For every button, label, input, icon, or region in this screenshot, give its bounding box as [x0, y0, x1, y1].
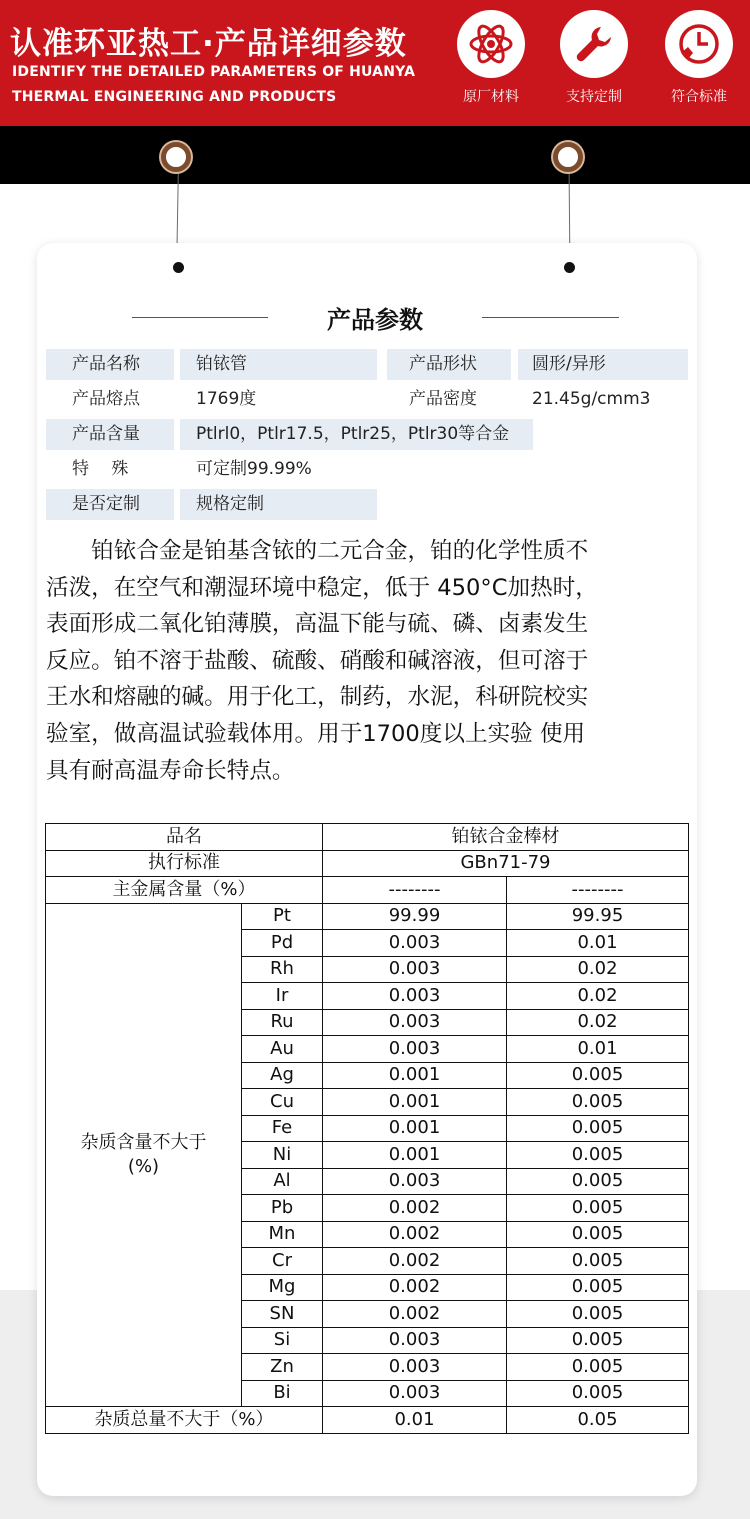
value-cell: 0.005 — [507, 1221, 689, 1248]
value-cell: 0.02 — [507, 1009, 689, 1036]
standard-label: 执行标准 — [46, 850, 323, 877]
header-banner — [0, 0, 750, 126]
value-cell: 0.005 — [507, 1354, 689, 1381]
description-line: 反应。铂不溶于盐酸、硫酸、硝酸和碱溶液，但可溶于 — [46, 647, 589, 674]
value-cell: 99.95 — [507, 903, 689, 930]
header-title: 认准环亚热工·产品详细参数 — [10, 26, 407, 62]
value-cell: 0.002 — [323, 1248, 507, 1275]
badge-standard — [654, 10, 744, 106]
badge-customization — [549, 10, 639, 106]
param-label: 产品熔点 — [72, 389, 140, 409]
table-row — [46, 1407, 689, 1434]
product-name-value: 铂铱合金棒材 — [323, 824, 689, 851]
total-impurity-value: 0.01 — [323, 1407, 507, 1434]
section-title: 产品参数 — [327, 306, 423, 334]
value-cell: 0.02 — [507, 956, 689, 983]
impurity-label-line: 杂质含量不大于 — [80, 1131, 207, 1153]
value-cell: 99.99 — [323, 903, 507, 930]
value-cell: 0.001 — [323, 1142, 507, 1169]
atom-icon — [457, 10, 525, 78]
badge-label: 符合标准 — [671, 89, 727, 105]
param-value: 规格定制 — [180, 489, 377, 520]
value-cell: 0.003 — [323, 1036, 507, 1063]
badge-label: 原厂材料 — [463, 89, 519, 105]
value-cell: 0.001 — [323, 1062, 507, 1089]
element-cell: Bi — [242, 1380, 323, 1407]
value-cell: 0.002 — [323, 1301, 507, 1328]
clock-icon — [665, 10, 733, 78]
value-cell: 0.001 — [323, 1115, 507, 1142]
value-cell: 0.005 — [507, 1195, 689, 1222]
param-label: 产品形状 — [387, 349, 511, 380]
param-label: 产品密度 — [409, 389, 477, 409]
value-cell: 0.01 — [507, 1036, 689, 1063]
impurity-label-line: (%) — [127, 1155, 160, 1177]
element-cell: Ag — [242, 1062, 323, 1089]
element-cell: Pd — [242, 930, 323, 957]
value-cell: 0.005 — [507, 1089, 689, 1116]
param-value: 21.45g/cmm3 — [532, 389, 651, 409]
param-label: 产品含量 — [46, 419, 174, 450]
value-cell: 0.005 — [507, 1062, 689, 1089]
value-cell: 0.003 — [323, 1168, 507, 1195]
section-divider-right — [482, 317, 619, 318]
product-name-label: 品名 — [46, 824, 323, 851]
element-cell: Mg — [242, 1274, 323, 1301]
description-line: 验室，做高温试验载体用。用于1700度以上实验 使用 — [46, 720, 586, 747]
value-cell: 0.003 — [323, 1009, 507, 1036]
element-cell: Mn — [242, 1221, 323, 1248]
element-cell: Ir — [242, 983, 323, 1010]
param-label: 特 殊 — [72, 459, 129, 479]
pin-right — [564, 262, 575, 273]
param-value: 圆形/异形 — [518, 349, 688, 380]
param-value: 可定制99.99% — [196, 459, 312, 479]
header-subtitle-line1: IDENTIFY THE DETAILED PARAMETERS OF HUANYA — [12, 64, 416, 80]
description-line: 具有耐高温寿命长特点。 — [46, 757, 295, 784]
value-cell: 0.001 — [323, 1089, 507, 1116]
badge-label: 支持定制 — [566, 89, 622, 105]
badge-original-material — [446, 10, 536, 106]
spec-table — [45, 823, 689, 1434]
value-cell: 0.005 — [507, 1327, 689, 1354]
element-cell: Cu — [242, 1089, 323, 1116]
main-content-value: -------- — [323, 877, 507, 904]
standard-value: GBn71-79 — [323, 850, 689, 877]
wrench-icon — [560, 10, 628, 78]
element-cell: Ni — [242, 1142, 323, 1169]
value-cell: 0.005 — [507, 1301, 689, 1328]
element-cell: Si — [242, 1327, 323, 1354]
ring-left — [161, 142, 191, 172]
element-cell: SN — [242, 1301, 323, 1328]
description-paragraph — [46, 533, 696, 789]
value-cell: 0.002 — [323, 1221, 507, 1248]
total-impurity-label: 杂质总量不大于（%） — [46, 1407, 323, 1434]
value-cell: 0.003 — [323, 956, 507, 983]
description-line: 铂铱合金是铂基含铱的二元合金，铂的化学性质不 — [46, 538, 589, 564]
param-value: 铂铱管 — [180, 349, 377, 380]
ring-right — [553, 142, 583, 172]
description-line: 表面形成二氧化铂薄膜，高温下能与硫、磷、卤素发生 — [46, 611, 589, 638]
description-line: 活泼，在空气和潮湿环境中稳定，低于 450°C加热时， — [46, 574, 598, 601]
value-cell: 0.005 — [507, 1142, 689, 1169]
param-value: 1769度 — [196, 389, 257, 409]
header-subtitle-line2: THERMAL ENGINEERING AND PRODUCTS — [12, 89, 337, 105]
table-row — [46, 824, 689, 851]
param-label: 是否定制 — [46, 489, 174, 520]
value-cell: 0.003 — [323, 930, 507, 957]
description-line: 王水和熔融的碱。用于化工，制药，水泥，科研院校实 — [46, 684, 589, 711]
pin-left — [173, 262, 184, 273]
value-cell: 0.005 — [507, 1248, 689, 1275]
value-cell: 0.003 — [323, 1327, 507, 1354]
table-row — [46, 877, 689, 904]
element-cell: Au — [242, 1036, 323, 1063]
value-cell: 0.01 — [507, 930, 689, 957]
value-cell: 0.002 — [323, 1195, 507, 1222]
param-label: 产品名称 — [46, 349, 174, 380]
element-cell: Rh — [242, 956, 323, 983]
element-cell: Cr — [242, 1248, 323, 1275]
table-row — [46, 903, 689, 930]
table-row — [46, 850, 689, 877]
impurity-label — [46, 903, 242, 1407]
element-cell: Fe — [242, 1115, 323, 1142]
element-cell: Al — [242, 1168, 323, 1195]
element-cell: Ru — [242, 1009, 323, 1036]
element-cell: Zn — [242, 1354, 323, 1381]
value-cell: 0.005 — [507, 1274, 689, 1301]
main-content-value: -------- — [507, 877, 689, 904]
element-cell: Pt — [242, 903, 323, 930]
section-divider-left — [132, 317, 268, 318]
value-cell: 0.003 — [323, 1380, 507, 1407]
value-cell: 0.005 — [507, 1168, 689, 1195]
value-cell: 0.002 — [323, 1274, 507, 1301]
total-impurity-value: 0.05 — [507, 1407, 689, 1434]
black-band — [0, 126, 750, 184]
value-cell: 0.005 — [507, 1115, 689, 1142]
main-content-label: 主金属含量（%） — [46, 877, 323, 904]
value-cell: 0.02 — [507, 983, 689, 1010]
value-cell: 0.005 — [507, 1380, 689, 1407]
element-cell: Pb — [242, 1195, 323, 1222]
param-value: Ptlrl0，Ptlr17.5，Ptlr25，Ptlr30等合金 — [180, 419, 533, 450]
value-cell: 0.003 — [323, 1354, 507, 1381]
value-cell: 0.003 — [323, 983, 507, 1010]
